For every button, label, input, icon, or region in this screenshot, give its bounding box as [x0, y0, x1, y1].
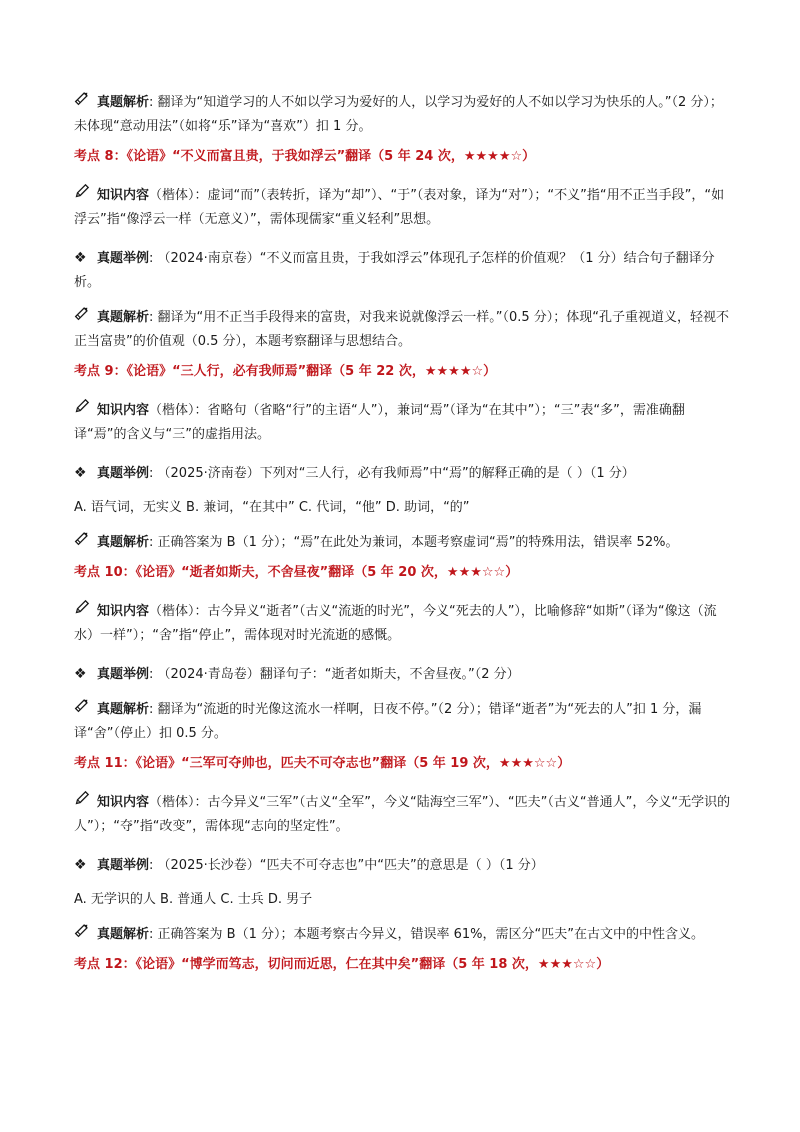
- knowledge-label: 知识内容: [97, 403, 150, 418]
- knowledge-text: （楷体）：虚词“而”（表转折，译为“却”）、“于”（表对象，译为“对”）；“不义”指“用不正当手段”，“如浮云”指“像浮云一样（无意义）”，需体现儒家“重义轻利”思想。: [74, 188, 725, 227]
- analysis-text: 翻译为“知道学习的人不如以学习为爱好的人，以学习为爱好的人不如以学习为快乐的人。”（2 分）；未体现“意动用法”（如将“乐”译为“喜欢”）扣 1 分。: [74, 95, 723, 134]
- kaodian-heading-11: 考点 11：《论语》“三军可夺帅也，匹夫不可夺志也”翻译（5 年 19 次，★★★☆☆）: [74, 756, 571, 771]
- kaodian-heading-12: 考点 12：《论语》“博学而笃志，切问而近思，仁在其中矣”翻译（5 年 18 次，★★★☆☆）: [74, 957, 610, 972]
- knowledge-label: 知识内容: [97, 188, 150, 203]
- example-text: （2025·长沙卷）“匹夫不可夺志也”中“匹夫”的意思是（ ）（1 分）: [157, 858, 544, 873]
- label-colon: :: [149, 310, 158, 325]
- label-colon: :: [149, 702, 158, 717]
- pen-icon: [74, 790, 92, 815]
- analysis-text: 翻译为“用不正当手段得来的富贵，对我来说就像浮云一样。”（0.5 分）；体现“孔子重视道义，轻视不正当富贵”的价值观（0.5 分），本题考察翻译与思想结合。: [74, 310, 730, 349]
- pen-icon: [74, 398, 92, 423]
- analysis-label: 真题解析: [97, 95, 150, 110]
- analysis-paragraph: [74, 90, 734, 139]
- diamond-icon: ❖: [74, 250, 87, 266]
- pencil-icon: [74, 305, 92, 330]
- knowledge-text: （楷体）：古今异义“逝者”（古义“流逝的时光”，今义“死去的人”），比喻修辞“如斯”（译为“像这（流水）一样”）；“舍”指“停止”，需体现对时光流逝的感慨。: [74, 604, 717, 643]
- pencil-icon: [74, 922, 92, 947]
- kaodian-heading-8: 考点 8：《论语》“不义而富且贵，于我如浮云”翻译（5 年 24 次，★★★★☆）: [74, 149, 536, 164]
- pencil-icon: [74, 90, 92, 115]
- knowledge-paragraph: [74, 599, 734, 648]
- analysis-paragraph: [74, 697, 734, 746]
- pen-icon: [74, 599, 92, 624]
- example-label: 真题举例: [97, 251, 150, 266]
- example-label: 真题举例: [97, 858, 150, 873]
- example-label: 真题举例: [97, 667, 150, 682]
- analysis-label: 真题解析: [97, 535, 150, 550]
- label-colon: :: [149, 927, 158, 942]
- example-label: 真题举例: [97, 466, 150, 481]
- knowledge-paragraph: [74, 398, 734, 447]
- pencil-icon: [74, 530, 92, 555]
- label-colon: :: [149, 95, 158, 110]
- diamond-icon: ❖: [74, 857, 87, 873]
- label-colon: :: [149, 251, 158, 266]
- pen-icon: [74, 183, 92, 208]
- example-text: （2024·青岛卷）翻译句子：“逝者如斯夫，不舍昼夜。”（2 分）: [157, 667, 520, 682]
- analysis-label: 真题解析: [97, 702, 150, 717]
- analysis-text: 正确答案为 B（1 分）；本题考察古今异义，错误率 61%，需区分“匹夫”在古文中的中性含义。: [157, 927, 704, 942]
- analysis-paragraph: [74, 305, 734, 354]
- label-colon: :: [149, 667, 158, 682]
- label-colon: :: [149, 466, 158, 481]
- analysis-text: 正确答案为 B（1 分）；“焉”在此处为兼词，本题考察虚词“焉”的特殊用法，错误率 52%。: [157, 535, 679, 550]
- example-text: （2025·济南卷）下列对“三人行，必有我师焉”中“焉”的解释正确的是（ ）（1 分）: [157, 466, 635, 481]
- knowledge-paragraph: [74, 183, 734, 232]
- example-paragraph: [74, 461, 734, 486]
- knowledge-text: （楷体）：古今异义“三军”（古义“全军”，今义“陆海空三军”）、“匹夫”（古义“普通人”，今义“无学识的人”）；“夺”指“改变”，需体现“志向的坚定性”。: [74, 795, 731, 834]
- knowledge-paragraph: [74, 790, 734, 839]
- analysis-paragraph: [74, 922, 734, 947]
- analysis-paragraph: [74, 530, 734, 555]
- analysis-text: 翻译为“流逝的时光像这流水一样啊，日夜不停。”（2 分）；错译“逝者”为“死去的人”扣 1 分，漏译“舍”（停止）扣 0.5 分。: [74, 702, 702, 741]
- knowledge-text: （楷体）：省略句（省略“行”的主语“人”），兼词“焉”（译为“在其中”）；“三”表“多”，需准确翻译“焉”的含义与“三”的虚指用法。: [74, 403, 685, 442]
- diamond-icon: ❖: [74, 666, 87, 682]
- label-colon: :: [149, 858, 158, 873]
- document-page: [74, 90, 734, 977]
- pencil-icon: [74, 697, 92, 722]
- label-colon: :: [149, 535, 158, 550]
- answer-options: A. 语气词，无实义 B. 兼词，“在其中” C. 代词，“他” D. 助词，“的”: [74, 500, 470, 515]
- kaodian-heading-9: 考点 9：《论语》“三人行，必有我师焉”翻译（5 年 22 次，★★★★☆）: [74, 364, 497, 379]
- knowledge-label: 知识内容: [97, 795, 150, 810]
- knowledge-label: 知识内容: [97, 604, 150, 619]
- example-paragraph: [74, 853, 734, 878]
- analysis-label: 真题解析: [97, 927, 150, 942]
- analysis-label: 真题解析: [97, 310, 150, 325]
- example-paragraph: [74, 662, 734, 687]
- answer-options: A. 无学识的人 B. 普通人 C. 士兵 D. 男子: [74, 892, 313, 907]
- example-paragraph: [74, 246, 734, 295]
- kaodian-heading-10: 考点 10：《论语》“逝者如斯夫，不舍昼夜”翻译（5 年 20 次，★★★☆☆）: [74, 565, 519, 580]
- example-text: （2024·南京卷）“不义而富且贵，于我如浮云”体现孔子怎样的价值观？（1 分）结合句子翻译分析。: [74, 251, 715, 290]
- diamond-icon: ❖: [74, 465, 87, 481]
